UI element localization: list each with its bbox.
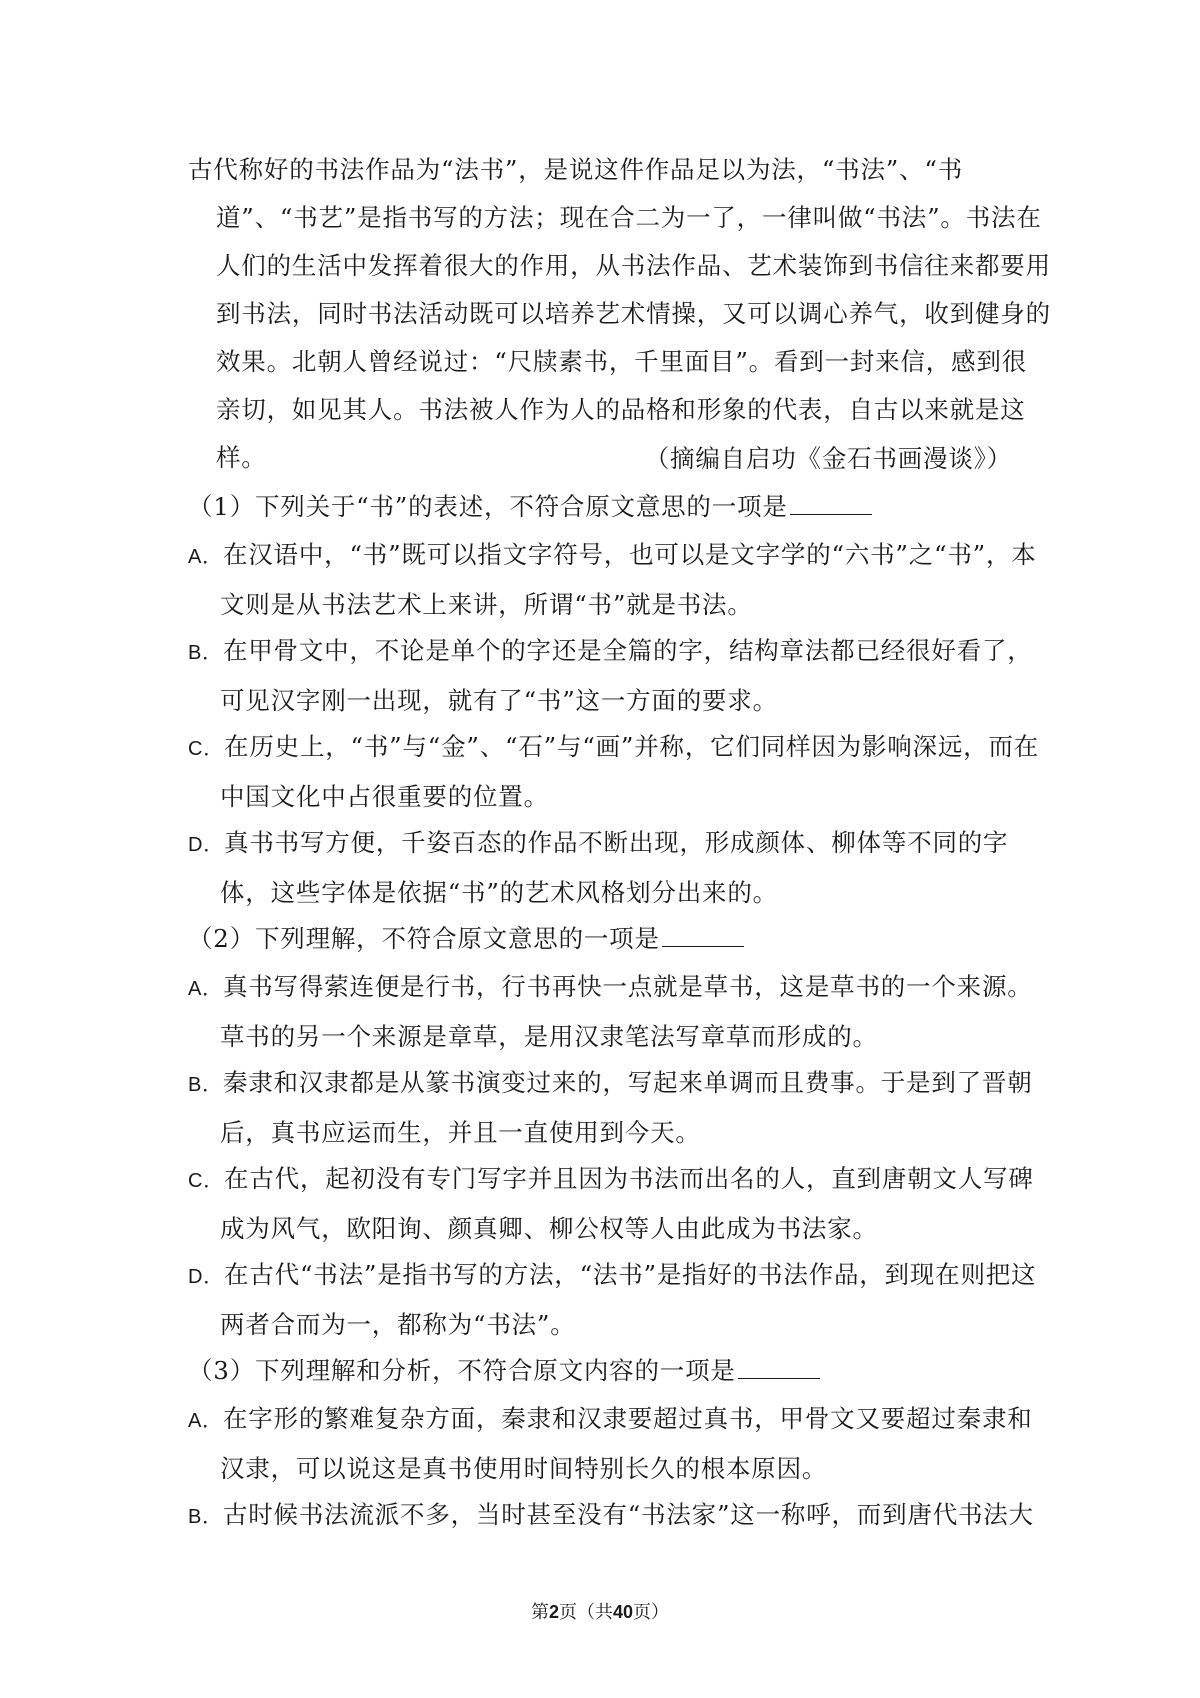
option-letter: C．	[188, 1170, 225, 1192]
question-3-option-a	[188, 1395, 1056, 1493]
option-letter: B．	[188, 642, 223, 664]
option-text: 在古代“书法”是指书写的方法，“法书”是指好的书法作品，到现在则把这两者合而为一，都称为“书法”。	[220, 1260, 1037, 1339]
option-letter: D．	[188, 834, 225, 856]
question-1-stem	[188, 483, 872, 531]
question-2-option-d	[188, 1251, 1056, 1349]
question-1-option-b	[188, 627, 1056, 725]
option-text: 真书书写方便，千姿百态的作品不断出现，形成颜体、柳体等不同的字体，这些字体是依据“书”的艺术风格划分出来的。	[220, 828, 1009, 907]
option-text: 在历史上，“书”与“金”、“石”与“画”并称，它们同样因为影响深远，而在中国文化中占很重要的位置。	[220, 732, 1040, 811]
question-3-option-b	[188, 1491, 1056, 1541]
question-1-option-a	[188, 531, 1056, 629]
option-letter: A．	[188, 978, 223, 1000]
option-letter: C．	[188, 738, 225, 760]
option-text: 真书写得萦连便是行书，行书再快一点就是草书，这是草书的一个来源。草书的另一个来源是章草，是用汉隶笔法写章草而形成的。	[220, 972, 1033, 1051]
question-1-option-d	[188, 819, 1056, 917]
answer-blank	[790, 494, 872, 515]
question-3-stem	[188, 1347, 820, 1395]
question-2-option-b	[188, 1059, 1056, 1157]
answer-blank	[662, 926, 744, 947]
option-letter: A．	[188, 1410, 223, 1432]
footer-total-pages: 40	[612, 1602, 634, 1622]
footer-middle: 页（共	[558, 1602, 613, 1623]
footer-prefix: 第	[530, 1602, 549, 1623]
answer-blank	[738, 1358, 820, 1379]
option-letter: D．	[188, 1266, 225, 1288]
page-footer	[0, 1600, 1200, 1625]
option-text: 在汉语中，“书”既可以指文字符号，也可以是文字学的“六书”之“书”，本文则是从书法艺术上来讲，所谓“书”就是书法。	[220, 540, 1037, 619]
option-letter: A．	[188, 546, 223, 568]
question-2-option-a	[188, 963, 1056, 1061]
option-text: 在古代，起初没有专门写字并且因为书法而出名的人，直到唐朝文人写碑成为风气，欧阳询、颜真卿、柳公权等人由此成为书法家。	[220, 1164, 1034, 1243]
option-text: 秦隶和汉隶都是从篆书演变过来的，写起来单调而且费事。于是到了晋朝后，真书应运而生，并且一直使用到今天。	[220, 1068, 1033, 1147]
question-2-text: （2）下列理解，不符合原文意思的一项是	[188, 924, 660, 953]
question-1-text: （1）下列关于“书”的表述，不符合原文意思的一项是	[188, 492, 788, 521]
question-2-stem	[188, 915, 744, 963]
passage-source: （摘编自启功《金石书画漫谈》）	[644, 444, 1012, 473]
question-2-option-c	[188, 1155, 1056, 1253]
option-text: 在甲骨文中，不论是单个的字还是全篇的字，结构章法都已经很好看了，可见汉字刚一出现，就有了“书”这一方面的要求。	[220, 636, 1033, 715]
option-letter: B．	[188, 1506, 223, 1528]
question-3-text: （3）下列理解和分析，不符合原文内容的一项是	[188, 1356, 736, 1385]
option-letter: B．	[188, 1074, 223, 1096]
option-text: 古时候书法流派不多，当时甚至没有“书法家”这一称呼，而到唐代书法大	[222, 1500, 1034, 1529]
footer-page-number: 2	[548, 1602, 559, 1622]
passage-paragraph: 古代称好的书法作品为“法书”，是说这件作品足以为法，“书法”、“书道”、“书艺”是指书写的方法；现在合二为一了，一律叫做“书法”。书法在人们的生活中发挥着很大的作用，从书法作品、艺术装饰到书信往来都要用到书法，同时书法活动既可以培养艺术情操，又可以调心养气，收到健身的效果。北朝人曾经说过：“尺牍素书，千里面目”。看到一封来信，感到很亲切，如见其人。书法被人作为人的品格和形象的代表，自古以来就是这样。	[188, 155, 1051, 472]
question-1-option-c	[188, 723, 1056, 821]
footer-suffix: 页）	[633, 1602, 670, 1623]
option-text: 在字形的繁难复杂方面，秦隶和汉隶要超过真书，甲骨文又要超过秦隶和汉隶，可以说这是真书使用时间特别长久的根本原因。	[220, 1404, 1033, 1483]
